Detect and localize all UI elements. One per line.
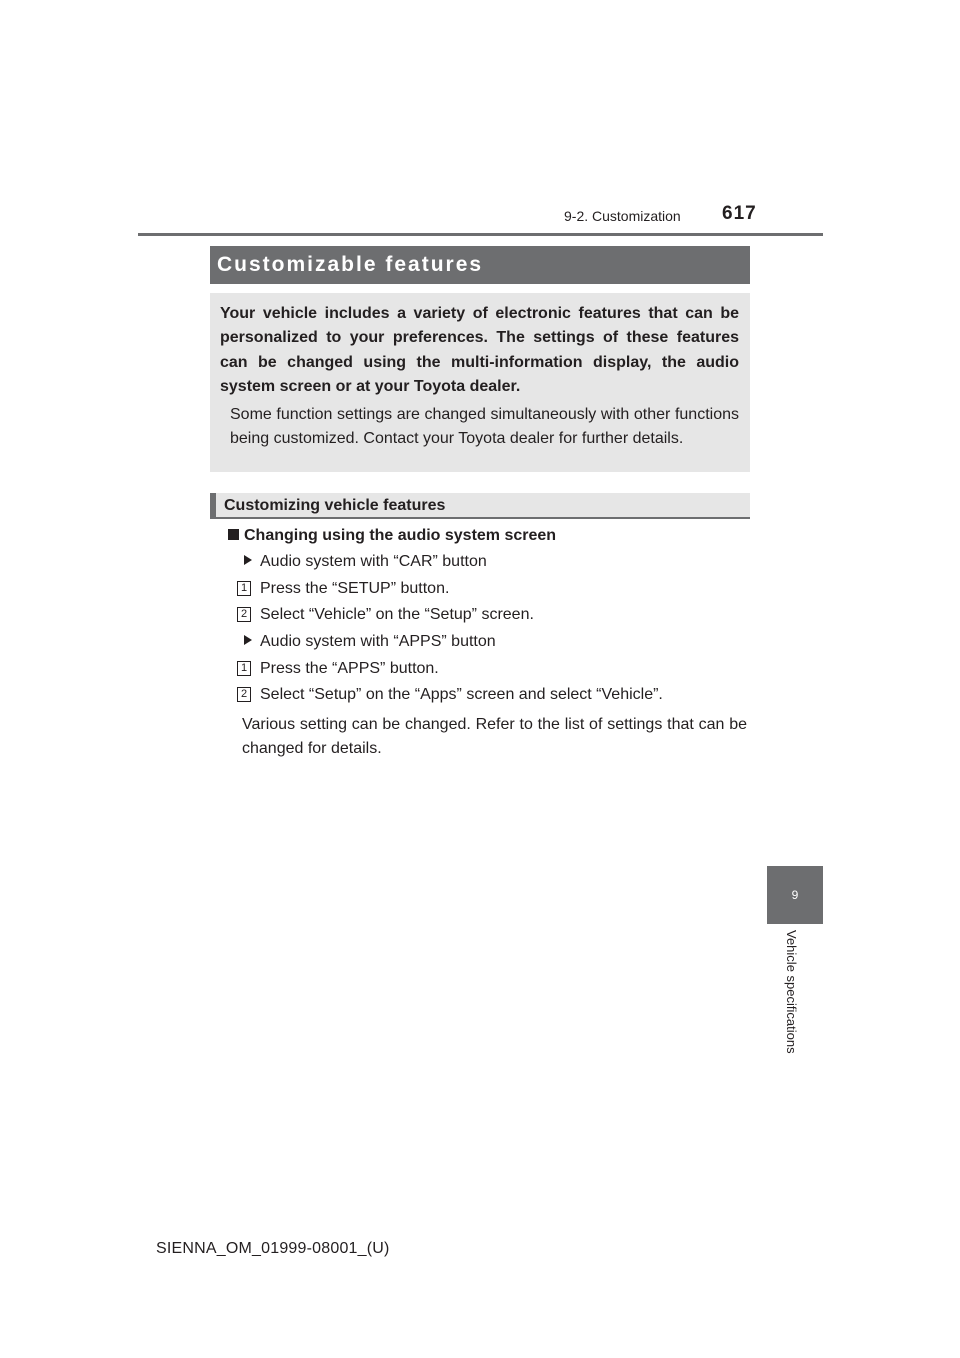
chapter-tab-label: Vehicle specifications bbox=[784, 930, 799, 1054]
footer-document-code: SIENNA_OM_01999-08001_(U) bbox=[156, 1240, 390, 1257]
header-section-title: 9-2. Customization bbox=[564, 208, 681, 224]
chapter-tab: 9 bbox=[767, 866, 823, 924]
apps-step-1: Press the “APPS” button. bbox=[260, 660, 439, 677]
triangle-bullet-icon bbox=[244, 555, 252, 565]
intro-summary: Your vehicle includes a variety of electronic features that can be personalized to your preferences. The settings of these features can be changed using the multi-information display, the audio system screen or at your Toyota dealer. bbox=[220, 305, 739, 395]
subsection-heading: Customizing vehicle features bbox=[210, 493, 750, 519]
intro-note: Some function settings are changed simultaneously with other functions being customized. Contact your Toyota dealer for further details. bbox=[230, 406, 739, 448]
page-number: 617 bbox=[722, 203, 757, 224]
intro-box bbox=[210, 293, 750, 472]
step-number-badge: 1 bbox=[237, 581, 251, 596]
apps-system-title-text: Audio system with “APPS” button bbox=[260, 633, 496, 650]
header-rule bbox=[138, 233, 823, 236]
apps-system-title bbox=[244, 632, 496, 652]
square-bullet-icon bbox=[228, 529, 239, 540]
apps-step-2: Select “Setup” on the “Apps” screen and select “Vehicle”. bbox=[260, 686, 663, 703]
step-number-badge: 2 bbox=[237, 607, 251, 622]
car-step-2: Select “Vehicle” on the “Setup” screen. bbox=[260, 606, 534, 623]
content-heading-text: Changing using the audio system screen bbox=[244, 527, 557, 544]
step-number-badge: 2 bbox=[237, 687, 251, 702]
car-step-1: Press the “SETUP” button. bbox=[260, 580, 450, 597]
section-title: Customizable features bbox=[210, 246, 750, 284]
content-heading bbox=[228, 526, 556, 546]
triangle-bullet-icon bbox=[244, 635, 252, 645]
car-system-title-text: Audio system with “CAR” button bbox=[260, 553, 487, 570]
step-number-badge: 1 bbox=[237, 661, 251, 676]
car-system-title bbox=[244, 552, 487, 572]
settings-paragraph: Various setting can be changed. Refer to the list of settings that can be changed for details. bbox=[242, 716, 747, 757]
